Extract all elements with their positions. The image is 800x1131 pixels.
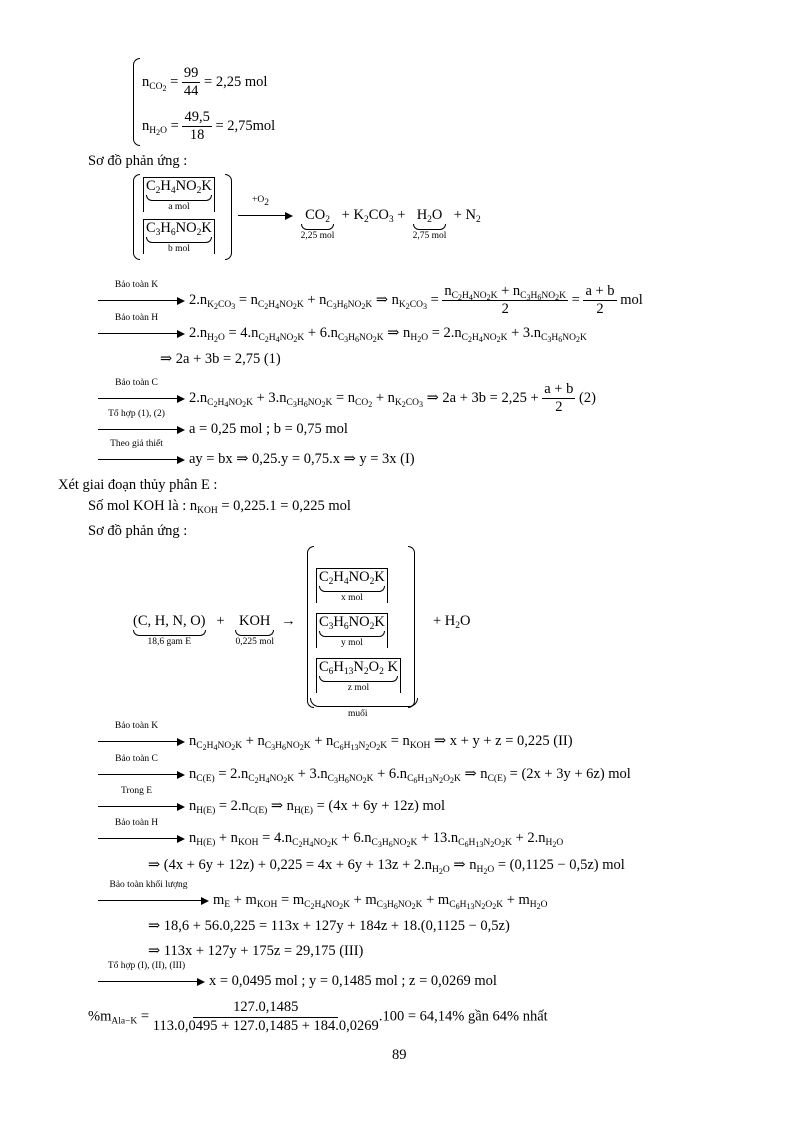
eq-trong-e: Trong E $n_{H(E)} = 2.n_{C(E)}$ ⇒ $n_{H(E)} = (4x + 6y + 12z)$ mol [98,799,445,814]
eq-to-hop-12: Tổ hợp (1), (2) a = 0,25 mol ; b = 0,75 mol [98,422,348,437]
scheme2-right-brace [408,546,415,708]
eq-bt-c-2: Bảo toàn C $n_{C(E)} = 2.n_{C_2H_4NO_2K} + 3.n_{C_3H_6NO_2K} + 6.n_{C_6H_{13}N_2O_2K}$ ⇒ $n_{C(E)} = (2x + 3y + 6z)$ mol [98,767,631,782]
eq-percent: $\%m_{Ala-K}$ = $\frac{127.0,1485}{113.0,0495 + 127.0,1485 + 184.0,0269}$ .100 = 64,14% gần 64% nhất [88,999,548,1035]
reactant-e: (C, H, N, O) 18,6 gam E + KOH 0,225 mol → [133,613,296,647]
scheme1-right-brace [225,174,232,260]
muoi-label: muối [348,709,368,719]
eq-bt-kl: Bảo toàn khối lượng $m_E + m_{KOH} = m_{C_2H_4NO_2K} + m_{C_3H_6NO_2K} + m_{C_6H_{13}N_2O_2K} + m_{H_2O}$ [98,893,548,908]
so-do-phan-ung-1: Sơ đồ phản ứng : [88,153,188,169]
scheme2-left-brace [307,546,314,708]
muoi-brace [310,698,418,707]
eq-1: ⇒ 2a + 3b = 2,75 (1) [160,351,281,367]
so-mol-koh: Số mol KOH là : $n_{KOH} = 0,225.1 = 0,225$ mol [88,498,351,516]
scheme1-products: $+O_2$ $CO_2$ 2,25 mol + $K_2CO_3$ + $H_2O$ 2,75 mol + $N_2$ [238,208,481,241]
eq-bt-h-2b: ⇒ $(4x + 6y + 12z) + 0,225 = 4x + 6y + 13z + 2.n_{H_2O}$ ⇒ $n_{H_2O} = (0,1125 - 0,5z)$ mol [148,857,625,876]
salt-c6h13n2o2k: $C_6H_{13}N_2O_2$ K z mol [316,658,401,693]
salt-c3h6no2k: $C_3H_6NO_2K$ y mol [316,613,388,648]
eq-bt-h-2: Bảo toàn H $n_{H(E)} + n_{KOH} = 4.n_{C_2H_4NO_2K} + 6.n_{C_3H_6NO_2K} + 13.n_{C_6H_{13}N_2O_2K} + 2.n_{H_2O}$ [98,831,563,846]
eq-theo-gia-thiet: Theo giả thiết ay = bx ⇒ 0,25.y = 0,75.x ⇒ y = 3x (I) [98,452,415,467]
c2h4no2k-a: $C_2H_4NO_2K$ a mol [143,177,215,212]
scheme1-left-brace [133,174,140,260]
eq-bt-kl-3: ⇒ 113x + 127y + 175z = 29,175 (III) [148,943,364,959]
eq-bt-c-1: Bảo toàn C $2.n_{C_2H_4NO_2K} + 3.n_{C_3H_6NO_2K} = n_{CO_2} + n_{K_2CO_3}$ ⇒ 2a + 3b = 2,25 + $\frac{a + b}{2}$ (2) [98,382,596,415]
eq-nh2o: $n_{H_2O}$ = $\frac{49,5}{18}$ = 2,75mol [142,109,276,144]
product-h2o: + $H_2O$ [433,613,471,631]
eq-bt-kl-2: ⇒ 18,6 + 56.0,225 = 113x + 127y + 184z + 18.(0,1125 − 0,5z) [148,918,510,934]
page-number: 89 [392,1047,407,1063]
eq-bt-h-1: Bảo toàn H $2.n_{H_2O} = 4.n_{C_2H_4NO_2K} + 6.n_{C_3H_6NO_2K}$ ⇒ $n_{H_2O} = 2.n_{C_2H_4NO_2K} + 3.n_{C_3H_6NO_2K}$ [98,326,587,341]
eq-bt-k-2: Bảo toàn K $n_{C_2H_4NO_2K} + n_{C_3H_6NO_2K} + n_{C_6H_{13}N_2O_2K} = n_{KOH}$ ⇒ x + y + z = 0,225 (II) [98,734,573,749]
salt-c2h4no2k: $C_2H_4NO_2K$ x mol [316,568,388,603]
c3h6no2k-b: $C_3H_6NO_2K$ b mol [143,219,215,254]
eq-to-hop-123: Tổ hợp (I), (II), (III) x = 0,0495 mol ; y = 0,1485 mol ; z = 0,0269 mol [98,974,497,989]
xet-giai-doan: Xét giai đoạn thủy phân E : [58,477,218,493]
eq-bt-k-1: Bảo toàn K $2.n_{K_2CO_3} = n_{C_2H_4NO_2K} + n_{C_3H_6NO_2K}$ ⇒ $n_{K_2CO_3}$ = $\frac{n_{C_2H_4NO_2K} + n_{C_3H_6NO_2K}}{2}$ = $\frac{a + b}{2}$ mol [98,284,643,317]
so-do-phan-ung-2: Sơ đồ phản ứng : [88,523,188,539]
eq-nco2: $n_{CO_2}$ = $\frac{99}{44}$ = 2,25 mol [142,65,268,100]
system-brace [133,58,140,146]
